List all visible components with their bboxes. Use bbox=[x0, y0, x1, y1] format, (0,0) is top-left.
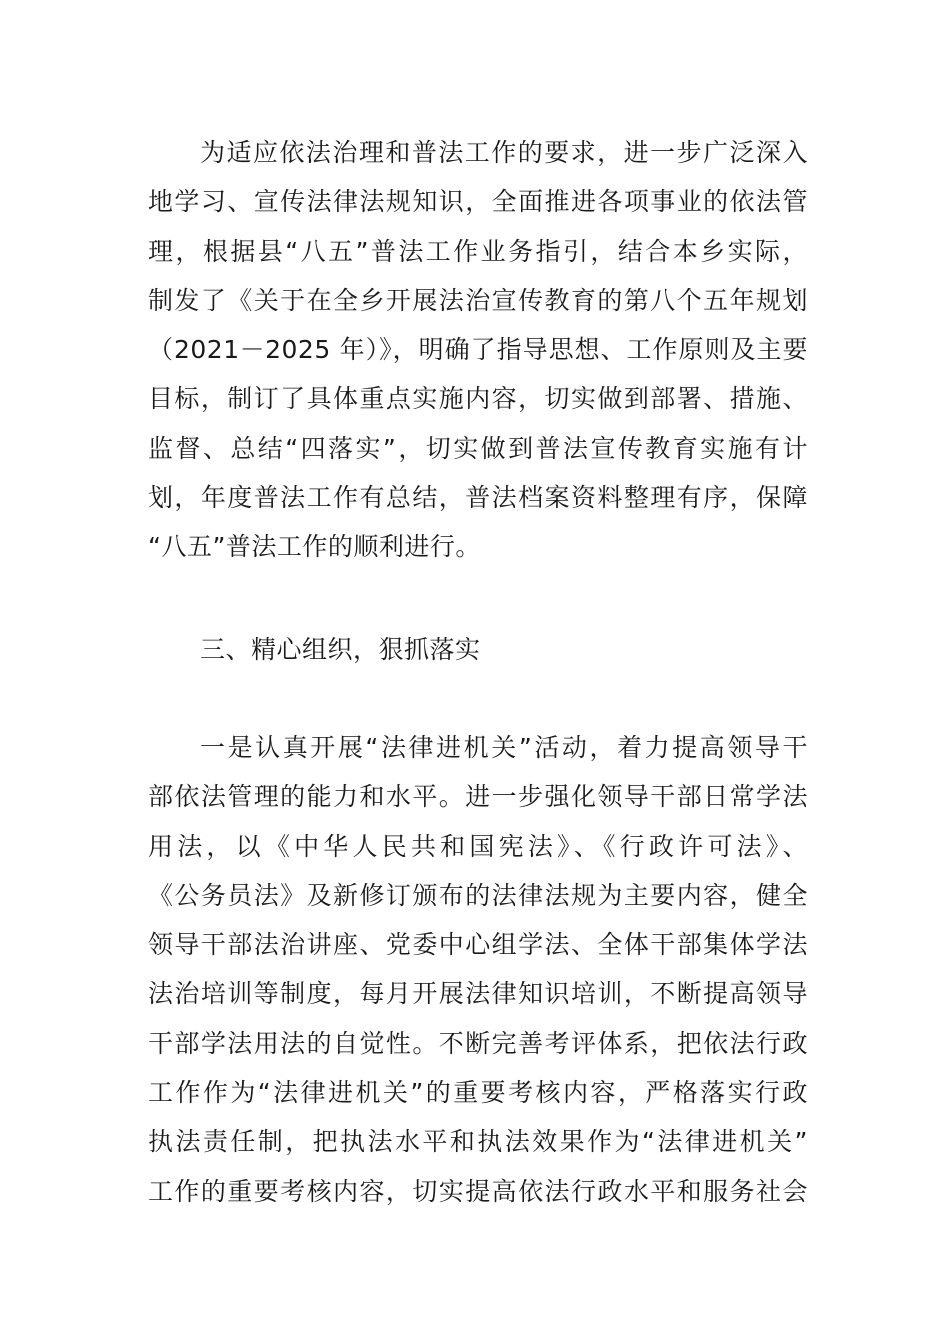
paragraph-line: 干部学法用法的自觉性。不断完善考评体系，把依法行政 bbox=[148, 1028, 808, 1058]
paragraph-line: 制发了《关于在全乡开展法治宣传教育的第八个五年规划 bbox=[148, 285, 808, 315]
paragraph-line: 工作的重要考核内容，切实提高依法行政水平和服务社会 bbox=[148, 1176, 808, 1206]
section-heading bbox=[148, 625, 808, 674]
paragraph-line: 地学习、宣传法律法规知识，全面推进各项事业的依法管 bbox=[148, 187, 808, 217]
paragraph-line: 领导干部法治讲座、党委中心组学法、全体干部集体学法 bbox=[148, 930, 808, 960]
section-heading-text: 三、精心组织，狠抓落实 bbox=[200, 635, 481, 664]
paragraph-line: 《公务员法》及新修订颁布的法律法规为主要内容，健全 bbox=[148, 880, 808, 910]
paragraph-line: “八五”普法工作的顺利进行。 bbox=[148, 532, 481, 562]
paragraph-line: 工作作为“法律进机关”的重要考核内容，严格落实行政 bbox=[148, 1078, 808, 1108]
paragraph-line: 一是认真开展“法律进机关”活动，着力提高领导干 bbox=[200, 733, 808, 762]
paragraph-line: 用法，以《中华人民共和国宪法》、《行政许可法》、 bbox=[148, 831, 808, 861]
paragraph-line: 执法责任制，把执法水平和执法效果作为“法律进机关” bbox=[148, 1127, 808, 1157]
paragraph-law-into-agencies bbox=[148, 723, 808, 1216]
paragraph-line: 监督、总结“四落实”，切实做到普法宣传教育实施有计 bbox=[148, 433, 808, 463]
paragraph-line: 部依法管理的能力和水平。进一步强化领导干部日常学法 bbox=[148, 782, 808, 812]
paragraph-line: 目标，制订了具体重点实施内容，切实做到部署、措施、 bbox=[148, 384, 808, 414]
paragraph-line: 为适应依法治理和普法工作的要求，进一步广泛深入 bbox=[200, 138, 808, 167]
paragraph-line: 法治培训等制度，每月开展法律知识培训，不断提高领导 bbox=[148, 979, 808, 1009]
paragraph-line: （2021－2025 年）》，明确了指导思想、工作原则及主要 bbox=[148, 335, 808, 365]
paragraph-line: 理，根据县“八五”普法工作业务指引，结合本乡实际， bbox=[148, 236, 808, 266]
paragraph-line: 划，年度普法工作有总结，普法档案资料整理有序，保障 bbox=[148, 483, 808, 513]
paragraph-plan-formulation bbox=[148, 128, 808, 572]
